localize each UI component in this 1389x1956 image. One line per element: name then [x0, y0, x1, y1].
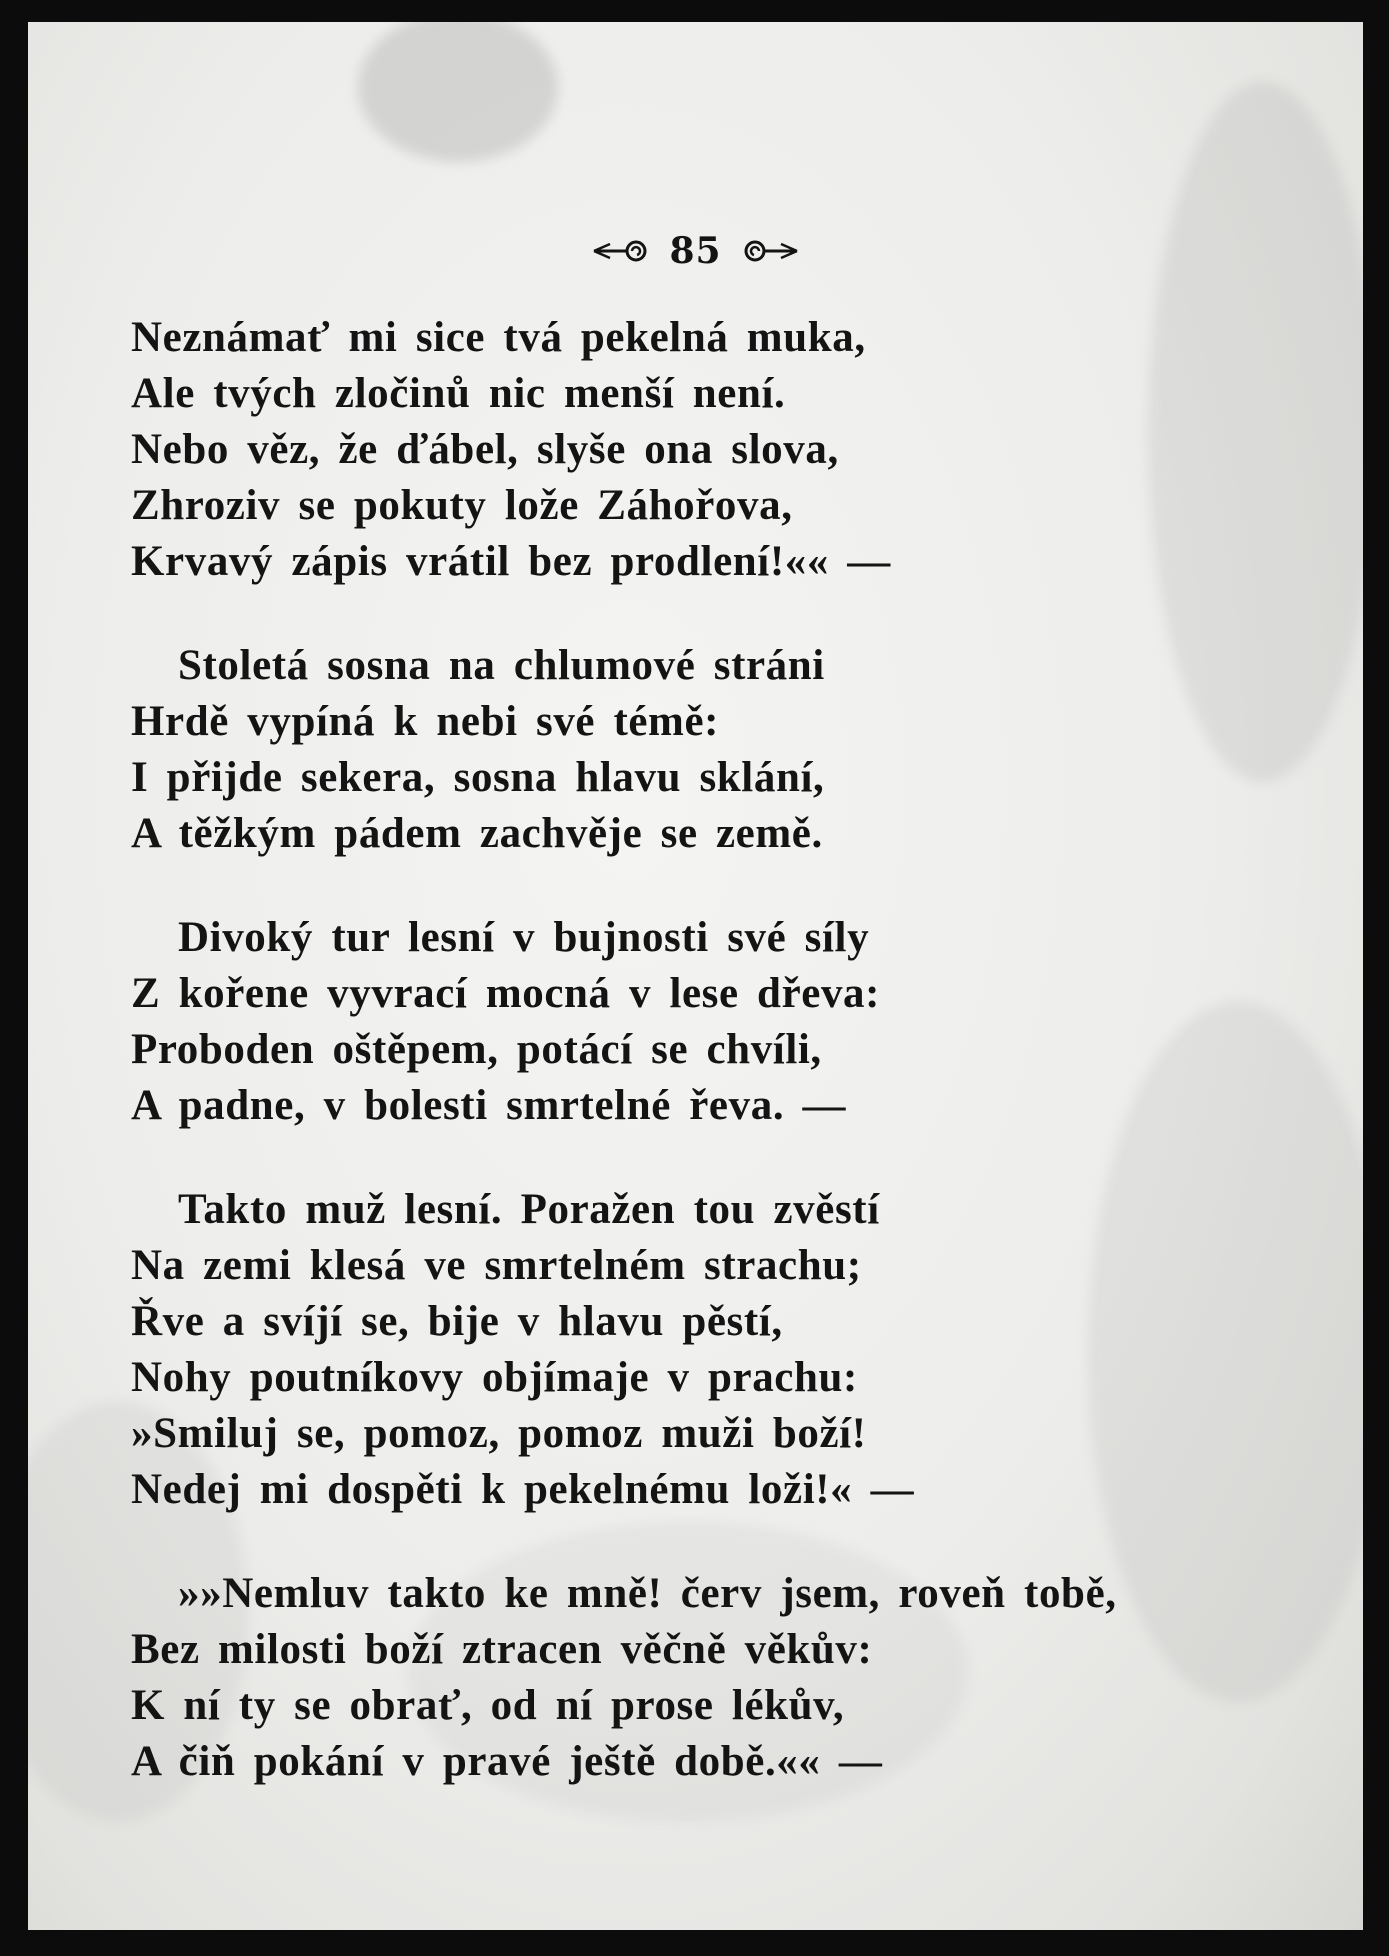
right-ornament-icon: [743, 239, 799, 263]
verse-line: A těžkým pádem zachvěje se země.: [131, 810, 823, 857]
verse-line: Nohy poutníkovy objímaje v prachu:: [131, 1354, 858, 1401]
page-number: 85: [669, 230, 722, 272]
poem: [131, 310, 1311, 1838]
verse-line: »Smiluj se, pomoz, pomoz muži boží!: [131, 1410, 867, 1457]
verse-line: Divoký tur lesní v bujnosti své síly: [178, 914, 870, 961]
verse-line: »»Nemluv takto ke mně! červ jsem, roveň tobě,: [178, 1570, 1117, 1617]
verse-line: Bez milosti boží ztracen věčně věkův:: [131, 1626, 873, 1673]
verse-line: A padne, v bolesti smrtelné řeva. —: [131, 1082, 847, 1129]
stanza: [131, 638, 1311, 862]
stanza: [131, 1566, 1311, 1790]
verse-line: Z kořene vyvrací mocná v lese dřeva:: [131, 970, 881, 1017]
verse-line: Na zemi klesá ve smrtelném strachu;: [131, 1242, 862, 1289]
verse-line: Neznámať mi sice tvá pekelná muka,: [131, 314, 866, 361]
left-ornament-icon: [592, 239, 648, 263]
verse-line: A čiň pokání v pravé ještě době.«« —: [131, 1738, 883, 1785]
verse-line: Hrdě vypíná k nebi své témě:: [131, 698, 720, 745]
book-page: [28, 22, 1363, 1930]
verse-line: Stoletá sosna na chlumové stráni: [178, 642, 825, 689]
verse-line: K ní ty se obrať, od ní prose lékův,: [131, 1682, 845, 1729]
stanza: [131, 310, 1311, 590]
verse-line: Krvavý zápis vrátil bez prodlení!«« —: [131, 538, 891, 585]
verse-line: I přijde sekera, sosna hlavu sklání,: [131, 754, 825, 801]
page-header: [28, 227, 1363, 272]
verse-line: Zhroziv se pokuty lože Záhořova,: [131, 482, 793, 529]
verse-line: Řve a svíjí se, bije v hlavu pěstí,: [131, 1298, 783, 1345]
verse-line: Ale tvých zločinů nic menší není.: [131, 370, 786, 417]
stanza: [131, 910, 1311, 1134]
stanza: [131, 1182, 1311, 1518]
verse-line: Nedej mi dospěti k pekelnému loži!« —: [131, 1466, 915, 1513]
verse-line: Nebo věz, že ďábel, slyše ona slova,: [131, 426, 839, 473]
verse-line: Takto muž lesní. Poražen tou zvěstí: [178, 1186, 880, 1233]
paper-stain: [358, 22, 558, 162]
verse-line: Proboden oštěpem, potácí se chvíli,: [131, 1026, 822, 1073]
